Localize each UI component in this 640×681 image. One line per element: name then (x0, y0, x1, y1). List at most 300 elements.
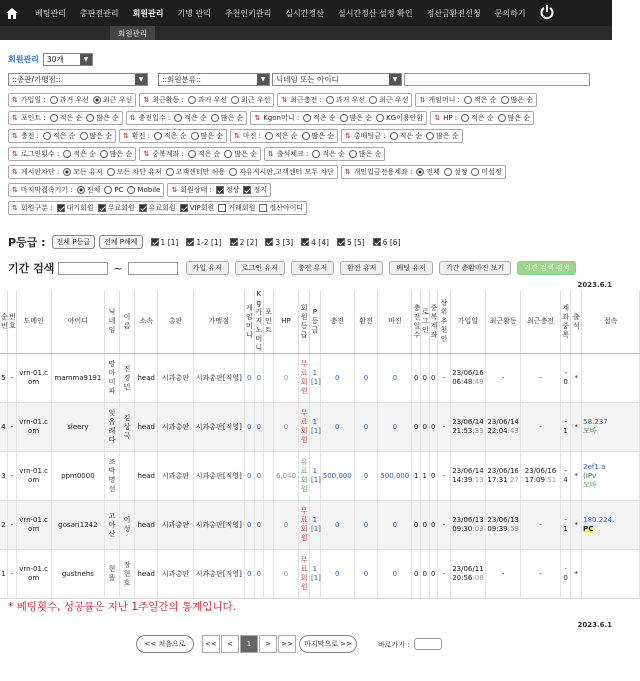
table-cell: 0 (320, 501, 354, 550)
search-input[interactable] (404, 73, 590, 86)
radio-1[interactable] (369, 96, 377, 104)
table-cell (120, 452, 135, 501)
sort-arrows-icon: ⇅ (254, 114, 261, 122)
device-badge: (IPv (583, 471, 597, 480)
sort-arrows-icon: ⇅ (434, 114, 441, 122)
column-header: 회원등급 (299, 290, 310, 354)
member-type-select[interactable]: ::회원분류:: ▼ (158, 73, 270, 86)
sort-arrows-icon: ⇅ (234, 132, 240, 140)
chevron-down-icon: ▼ (80, 54, 92, 65)
search-row (8, 73, 590, 86)
pgrade-item-label: 4 [4] (311, 237, 329, 247)
recent-time: 22:04 (487, 427, 508, 435)
join-time-sec: :03 (472, 525, 484, 533)
sub-nav-bar (0, 26, 612, 40)
member-grade: 무료회원 (299, 354, 310, 403)
table-cell: * (571, 354, 582, 403)
pgrade-checkbox[interactable] (301, 238, 309, 246)
table-cell: - (438, 452, 451, 501)
table-cell: 0 (354, 403, 377, 452)
sort-arrows-icon: ⇅ (345, 132, 351, 140)
nav-settle-config[interactable]: 실시간정산 설정 확인 (337, 8, 413, 18)
table-cell: - (7, 354, 16, 403)
table-cell: head (134, 501, 157, 550)
sort-group-label: 최근활동 : (152, 96, 184, 104)
join-time-sec: :13 (472, 476, 484, 484)
login-users-button[interactable]: 로그인 유저 (235, 261, 285, 275)
table-cell: 0 (412, 354, 421, 403)
sort-arrows-icon: ⇅ (12, 150, 18, 158)
subtab-members[interactable]: 회원관리 (110, 26, 155, 40)
table-cell: - 1 (560, 403, 571, 452)
nav-members[interactable]: 회원관리 (132, 8, 164, 18)
table-cell: head (134, 354, 157, 403)
status-checkbox[interactable] (243, 186, 251, 194)
sort-group-label: 출석체크 : (276, 150, 309, 158)
period-tilde: ~ (113, 261, 123, 275)
p-grade[interactable]: 1 [1] (309, 452, 320, 501)
join-date: 23/06/14 (452, 467, 484, 475)
sort-arrows-icon: ⇅ (12, 204, 18, 212)
first-page-button[interactable]: << 처음으로 (136, 635, 194, 653)
sort-group (430, 111, 534, 125)
recent-cell (486, 550, 521, 599)
board-block-radio[interactable] (63, 168, 71, 176)
board-block-radio[interactable] (107, 168, 115, 176)
date-label-top: 2023.6.1 (577, 281, 612, 289)
checkbox-label: 정지 (253, 186, 267, 194)
table-cell: 4 (0, 403, 7, 452)
table-cell: * (571, 550, 582, 599)
sort-arrows-icon: ⇅ (281, 96, 288, 104)
table-cell: 0 (244, 550, 254, 599)
radio-label: 적은 순 (197, 150, 221, 158)
member-id-link[interactable]: mamma9191 (51, 354, 104, 403)
table-cell: 1 (0, 550, 7, 599)
shop-link[interactable]: 시과총판[직영] (193, 452, 244, 501)
sort-group-label: 가입일 : (20, 96, 46, 104)
table-cell: * (571, 501, 582, 550)
table-cell: 0 (420, 550, 429, 599)
radio-1[interactable] (93, 96, 101, 104)
radio-0[interactable] (461, 114, 469, 122)
table-cell: vrn-01.com (16, 550, 51, 599)
device-radio[interactable] (104, 186, 112, 194)
radio-label: 많은 순 (349, 114, 373, 122)
perpage-row (8, 53, 93, 66)
nav-games[interactable]: 기병 관리 (177, 8, 211, 18)
pgrade-checkbox[interactable] (373, 238, 381, 246)
radio-label: 적은 순 (73, 150, 96, 158)
table-cell: 0 (354, 452, 377, 501)
table-row[interactable] (0, 550, 640, 599)
table-cell: 현똘 (105, 550, 120, 599)
p-grade[interactable]: 1 [1] (309, 550, 320, 599)
radio-0[interactable] (50, 114, 58, 122)
column-header: 계좌중복 (560, 290, 571, 354)
radio-1[interactable] (100, 150, 108, 158)
period-label: 기간 검색 (8, 262, 55, 275)
table-row[interactable] (0, 403, 640, 452)
member-class-checkbox[interactable] (139, 204, 147, 212)
nav-realtime-settle[interactable]: 실시간정산 (285, 8, 324, 18)
sort-row (8, 147, 608, 161)
table-cell (264, 501, 274, 550)
jump-input[interactable] (414, 638, 442, 650)
sort-group (8, 129, 116, 143)
radio-1[interactable] (86, 114, 94, 122)
radio-label: 과거 우선 (59, 96, 90, 104)
table-cell: vrn-01.com (16, 403, 51, 452)
p-grade[interactable]: 1 [1] (309, 501, 320, 550)
nav-settle-withdraw[interactable]: 정산금환전신청 (426, 8, 481, 18)
prev-page-button[interactable]: < (221, 635, 239, 653)
ip-cell (582, 452, 640, 501)
table-cell: vrn-01.com (16, 452, 51, 501)
sort-group (230, 129, 338, 143)
column-header: 가맹점 (193, 290, 244, 354)
sort-group-label: HP : (443, 114, 458, 122)
column-header: HP (273, 290, 299, 354)
table-cell: 0 (412, 550, 421, 599)
device-radio[interactable] (127, 186, 135, 194)
radio-0[interactable] (390, 132, 398, 140)
radio-2[interactable] (376, 114, 384, 122)
column-header: 마진 (378, 290, 412, 354)
member-table (0, 290, 640, 599)
member-grade: 무료회원 (299, 550, 310, 599)
member-grade: 무료회원 (299, 501, 310, 550)
table-row[interactable] (0, 452, 640, 501)
radio-label: 최근 우선 (241, 96, 271, 104)
device-radio[interactable] (77, 186, 85, 194)
status-checkbox[interactable] (216, 186, 224, 194)
sort-arrows-icon: ⇅ (123, 132, 129, 140)
recent-cell (486, 403, 521, 452)
table-cell: 2 (0, 501, 7, 550)
radio-1[interactable] (80, 132, 88, 140)
period-end-input[interactable] (128, 262, 178, 275)
radio-0[interactable] (63, 150, 71, 158)
deposit-users-button[interactable]: 충전 유저 (291, 261, 334, 275)
distributor-select[interactable]: ::총판/가맹점:: ▼ (8, 73, 148, 86)
member-class-checkbox[interactable] (57, 204, 65, 212)
pgrade-all-button[interactable]: 전체 P등급 (52, 235, 96, 249)
p-grade[interactable]: 1 [1] (309, 354, 320, 403)
board-block-radio[interactable] (229, 168, 237, 176)
table-cell: vrn-01.com (16, 354, 51, 403)
column-header: 중복계좌 (429, 290, 438, 354)
radio-1[interactable] (231, 96, 239, 104)
shop-link[interactable]: 시과총판[직영] (193, 550, 244, 599)
search-field-select[interactable]: 닉네임 또는 아이디 ▼ (272, 73, 402, 86)
recent-cell (486, 452, 521, 501)
table-cell: 0 (378, 501, 412, 550)
table-cell: 0 (429, 452, 438, 501)
radio-label: 많은 순 (89, 132, 113, 140)
sort-group-label: 로그인횟수 : (20, 150, 60, 158)
sort-group-label: 포인트 : (20, 114, 46, 122)
board-block-radio[interactable] (166, 168, 174, 176)
page-1-button[interactable]: 1 (240, 635, 258, 653)
section-label: 회원관리 (8, 55, 39, 64)
table-cell: - (7, 403, 16, 452)
member-class-group (8, 201, 307, 215)
nav-betting[interactable]: 베팅관리 (35, 8, 66, 18)
pgrade-clear-button[interactable]: 전체 P해제 (99, 235, 143, 249)
recent-deposit-date: 23/06/16 (524, 467, 557, 475)
sort-group-label: 최근충전 : (290, 96, 322, 104)
board-block-label: 게시판차단 : (20, 168, 60, 176)
radio-1[interactable] (191, 132, 199, 140)
join-time: 09:30 (452, 525, 473, 533)
column-header: 이름 (120, 290, 135, 354)
recent-deposit-cell (521, 354, 561, 403)
table-cell: 0 (378, 354, 412, 403)
table-cell (264, 550, 274, 599)
recent-date: 23/06/16 (487, 467, 519, 475)
table-cell: 0 (254, 550, 264, 599)
power-icon[interactable] (539, 4, 557, 22)
recent-deposit-cell (521, 501, 561, 550)
table-cell: 1 (412, 452, 421, 501)
radio-label: 많은 순 (200, 132, 224, 140)
ip-cell (582, 403, 640, 452)
radio-0[interactable] (188, 96, 196, 104)
table-cell: 시과총판 (158, 354, 193, 403)
table-cell: 시과총판 (158, 452, 193, 501)
member-id-link[interactable]: ppm0000 (51, 452, 104, 501)
p-grade[interactable]: 1 [1] (309, 403, 320, 452)
table-cell: 0 (412, 403, 421, 452)
checkbox-label: 정산아이디 (269, 204, 304, 212)
radio-0[interactable] (312, 150, 320, 158)
radio-0[interactable] (265, 132, 273, 140)
pgrade-item-label: 1 [1] (160, 237, 179, 247)
pgrade-label: P등급 : (8, 236, 46, 249)
table-cell: 망마미파 (105, 354, 120, 403)
radio-1[interactable] (426, 132, 434, 140)
shop-link[interactable]: 시과총판[직영] (193, 354, 244, 403)
join-time: 20:56 (452, 574, 473, 582)
next-block-button[interactable]: >> (278, 635, 296, 653)
table-cell: 500,000 (378, 452, 412, 501)
period-search-button[interactable]: 기간 검색 검색 (517, 261, 576, 275)
radio-1[interactable] (302, 132, 310, 140)
pgrade-checkbox[interactable] (337, 238, 345, 246)
recent-deposit-sec: :51 (544, 476, 557, 484)
table-row[interactable] (0, 354, 640, 403)
radio-0[interactable] (326, 96, 334, 104)
device-badge: 모바 (583, 480, 597, 489)
recent-deposit-time: 17:09 (524, 476, 545, 484)
period-start-input[interactable] (58, 262, 108, 275)
radio-label: 적은 순 (473, 96, 497, 104)
pgrade-item-label: 3 [3] (275, 237, 294, 247)
withdraw-users-button[interactable]: 환전 유저 (340, 261, 383, 275)
period-margin-button[interactable]: 기간 충환마진 보기 (439, 261, 512, 275)
pgrade-checkbox[interactable] (265, 238, 273, 246)
radio-1[interactable] (501, 96, 509, 104)
radio-label: 적은 순 (52, 132, 76, 140)
member-id-link[interactable]: gosari1242 (51, 501, 104, 550)
pgrade-checkbox[interactable] (186, 238, 194, 246)
private-account-radio[interactable] (416, 168, 424, 176)
next-page-button[interactable]: > (259, 635, 277, 653)
radio-label: 고객센터만 허용 (175, 168, 226, 176)
recent-time-sec: :43 (507, 427, 519, 435)
table-cell: 0 (254, 501, 264, 550)
shop-link[interactable]: 시과총판[직영] (193, 501, 244, 550)
recent-time: 17:31 (487, 476, 508, 484)
sort-row (8, 129, 608, 143)
radio-0[interactable] (188, 150, 196, 158)
column-header: 충전 (320, 290, 354, 354)
member-class-checkbox[interactable] (218, 204, 226, 212)
sort-arrows-icon: ⇅ (12, 114, 18, 122)
shop-link[interactable]: 시과총판[직영] (193, 403, 244, 452)
sort-group (250, 111, 427, 125)
pagination (0, 633, 612, 655)
radio-label: 많은 순 (220, 114, 244, 122)
recent-time-sec: :59 (507, 525, 519, 533)
recent-date: - (501, 569, 505, 578)
recent-deposit-date: - (539, 373, 542, 382)
pgrade-checkbox[interactable] (151, 238, 159, 246)
radio-label: 많은 순 (507, 114, 531, 122)
table-cell: 김상국 (120, 403, 135, 452)
nav-distributor[interactable]: 총판전관리 (79, 8, 119, 18)
join-time-sec: :08 (472, 574, 484, 582)
sort-group-label: Kgon머니 : (263, 114, 300, 122)
private-account-radio[interactable] (444, 168, 452, 176)
recent-deposit-cell (521, 452, 561, 501)
betting-users-button[interactable]: 베팅 유저 (389, 261, 432, 275)
member-class-checkbox[interactable] (259, 204, 267, 212)
table-cell: 5 (0, 354, 7, 403)
date-label-bottom: 2023.6.1 (577, 621, 612, 629)
radio-label: 최근 우선 (379, 96, 409, 104)
column-header: 최근활동 (486, 290, 521, 354)
sort-arrows-icon: ⇅ (12, 96, 18, 104)
radio-1[interactable] (498, 114, 506, 122)
recent-time-sec: :27 (507, 476, 519, 484)
column-header: 아이디 (51, 290, 104, 354)
table-cell: 0 (254, 403, 264, 452)
prev-block-button[interactable]: << (202, 635, 220, 653)
column-header: 게임머니 (244, 290, 254, 354)
nav-inquiry[interactable]: 문의하기 (494, 8, 526, 18)
member-status-group (167, 183, 271, 197)
recent-deposit-date: - (539, 422, 542, 431)
last-device-label: 마지막접속기기 : (20, 186, 73, 194)
filter-panel (8, 93, 608, 219)
table-cell: 0 (244, 403, 254, 452)
join-date-cell (450, 550, 485, 599)
sort-group (341, 129, 463, 143)
table-cell: 0 (254, 452, 264, 501)
recent-deposit-date: - (539, 520, 542, 529)
joined-users-button[interactable]: 가입 유저 (186, 261, 229, 275)
column-header: 닉네임 (105, 290, 120, 354)
member-class-checkbox[interactable] (180, 204, 188, 212)
radio-label: 적은 순 (471, 114, 494, 122)
home-icon[interactable] (4, 5, 20, 21)
sort-arrows-icon: ⇅ (143, 150, 150, 158)
table-cell: 0 (244, 354, 254, 403)
table-cell: 0 (429, 403, 438, 452)
sort-group-label: 충전 : (20, 132, 39, 140)
sort-group (8, 111, 123, 125)
join-time-sec: :33 (472, 427, 484, 435)
table-cell: 0 (273, 354, 299, 403)
table-cell: - (438, 354, 451, 403)
radio-label: KG이용안함 (386, 114, 424, 122)
sort-arrows-icon: ⇅ (12, 132, 18, 140)
ip-cell (582, 501, 640, 550)
top-nav-bar (0, 0, 612, 26)
radio-label: Mobile (137, 186, 161, 194)
perpage-select[interactable]: 30개 ▼ (43, 53, 93, 66)
sort-group-label: 환전 : (131, 132, 150, 140)
radio-0[interactable] (50, 96, 58, 104)
sort-group (119, 129, 227, 143)
pgrade-checkbox[interactable] (230, 238, 238, 246)
pgrade-item-label: 2 [2] (239, 237, 258, 247)
member-id-link[interactable]: sleery (51, 403, 104, 452)
column-header: 출석 (571, 290, 582, 354)
table-cell: 0 (420, 501, 429, 550)
table-row[interactable] (0, 501, 640, 550)
radio-label: 적은 순 (184, 114, 207, 122)
join-date: 23/06/11 (452, 565, 484, 573)
table-cell: head (134, 403, 157, 452)
table-cell: 시과총판 (158, 550, 193, 599)
radio-0[interactable] (303, 114, 311, 122)
radio-label: 전체 (426, 168, 440, 176)
radio-0[interactable] (154, 132, 162, 140)
table-cell (264, 354, 274, 403)
private-account-radio[interactable] (471, 168, 479, 176)
table-cell: - (7, 550, 16, 599)
radio-1[interactable] (224, 150, 232, 158)
ip-address: 180.224. (583, 516, 615, 524)
radio-label: 적은 순 (59, 114, 83, 122)
table-cell: head (134, 452, 157, 501)
stats-note: * 베팅횟수, 성공률은 지난 1주일간의 통계입니다. (8, 601, 237, 613)
table-cell: 0 (244, 452, 254, 501)
column-header: 상위추천인 (438, 290, 451, 354)
radio-1[interactable] (211, 114, 219, 122)
table-cell: - 0 (560, 550, 571, 599)
radio-0[interactable] (464, 96, 472, 104)
radio-label: 과거 우선 (335, 96, 366, 104)
radio-0[interactable] (43, 132, 51, 140)
member-grade: 무료회원 (299, 403, 310, 452)
table-cell: vrn-01.com (16, 501, 51, 550)
member-id-link[interactable]: gustnehs (51, 550, 104, 599)
member-class-checkbox[interactable] (98, 204, 106, 212)
nav-referral[interactable]: 추천인키관리 (224, 8, 272, 18)
radio-1[interactable] (349, 150, 357, 158)
column-header: 포인트 (264, 290, 274, 354)
last-page-button[interactable]: 마지막으로 >> (299, 635, 357, 653)
radio-0[interactable] (174, 114, 182, 122)
column-header: 로그인 (420, 290, 429, 354)
radio-1[interactable] (340, 114, 348, 122)
recent-deposit-cell (521, 550, 561, 599)
radio-label: 적은 순 (164, 132, 187, 140)
